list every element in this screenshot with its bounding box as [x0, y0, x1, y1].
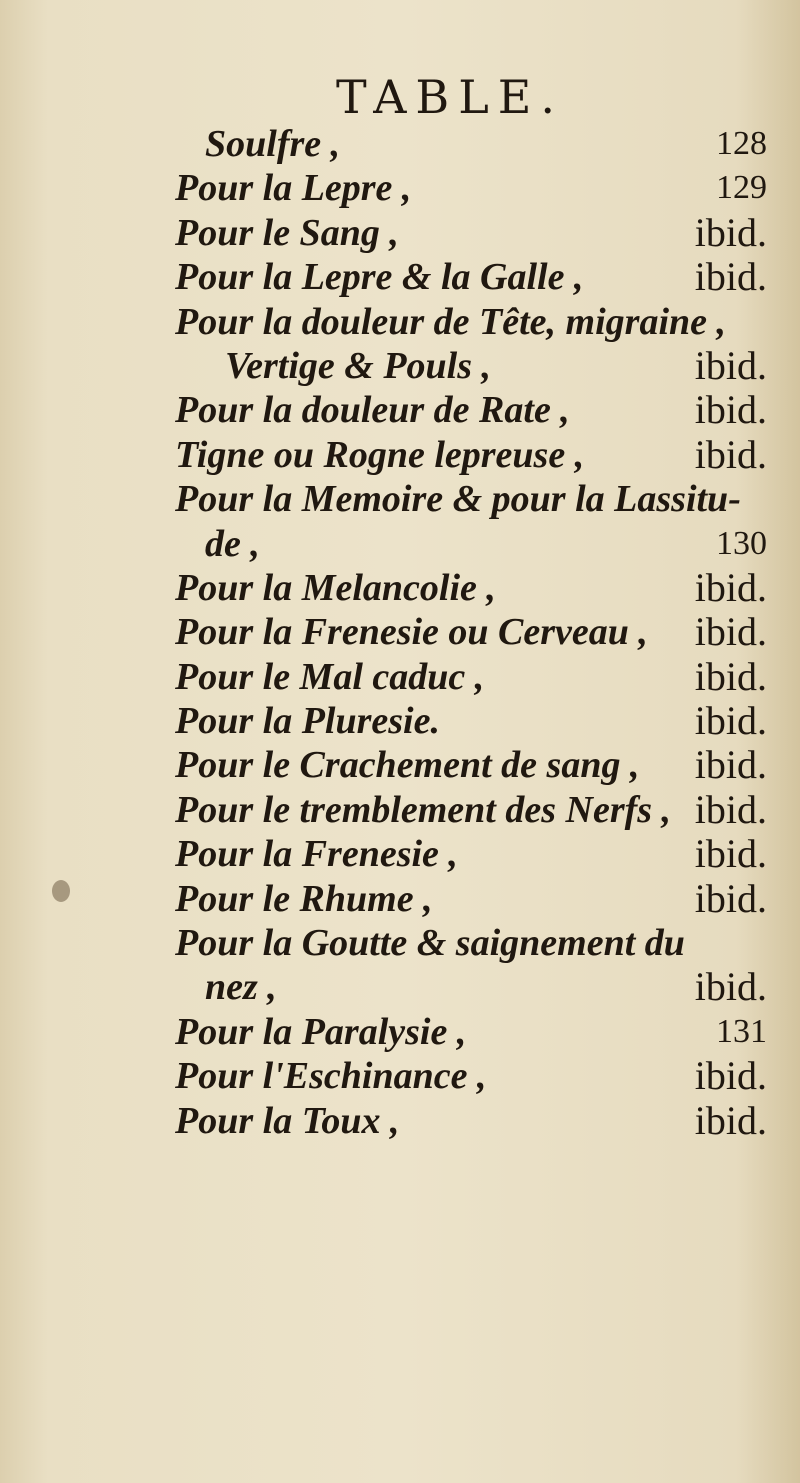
- toc-entry-label: Pour la douleur de Tête, migraine ,: [175, 300, 726, 343]
- toc-entry: [175, 433, 767, 477]
- toc-entry-page: ibid.: [694, 698, 767, 744]
- toc-entry: [175, 211, 767, 255]
- toc-entry: [175, 832, 767, 876]
- toc-entry-label: Pour la Paralysie ,: [175, 1010, 467, 1053]
- toc-entry: [175, 1010, 767, 1054]
- toc-entry-page: ibid.: [694, 1053, 767, 1099]
- toc-entry-page: 131: [716, 1012, 767, 1050]
- toc-entry-page: ibid.: [694, 609, 767, 655]
- toc-entry: [175, 743, 767, 787]
- toc-entry-label: Pour la Melancolie ,: [175, 566, 496, 609]
- toc-entry-page: ibid.: [694, 209, 767, 255]
- toc-entry-page: ibid.: [694, 831, 767, 877]
- toc-entry-label: Soulfre ,: [205, 123, 341, 165]
- toc-entry: [175, 699, 767, 743]
- toc-entry-label: Pour le Sang ,: [175, 211, 399, 254]
- toc-entry-page: ibid.: [694, 387, 767, 433]
- page-title: TABLE.: [336, 70, 564, 124]
- toc-entry-page: ibid.: [694, 875, 767, 921]
- toc-entry-label: Pour le Rhume ,: [175, 877, 433, 920]
- toc-entry: [175, 877, 767, 921]
- toc-entry: [175, 1054, 767, 1098]
- toc-entry-page: ibid.: [694, 431, 767, 477]
- toc-entry-label: Tigne ou Rogne lepreuse ,: [175, 433, 585, 476]
- toc-entry: [175, 1099, 767, 1143]
- toc-entry-page: ibid.: [694, 564, 767, 610]
- toc-entry: [175, 166, 767, 210]
- toc-entry: [175, 477, 767, 521]
- toc-entry-page: 128: [716, 125, 767, 162]
- toc-entry: [175, 344, 767, 388]
- toc-entry-page: ibid.: [694, 342, 767, 388]
- toc-entry-page: ibid.: [694, 786, 767, 832]
- toc-entry: [175, 566, 767, 610]
- toc-entry: [175, 965, 767, 1009]
- toc-entry-label: Pour la Goutte & saignement du: [175, 922, 685, 965]
- toc-entry-page: 130: [716, 524, 767, 562]
- toc-entry-label: Pour la Memoire & pour la Lassitu-: [175, 478, 741, 521]
- toc-entry-page: ibid.: [694, 742, 767, 788]
- toc-entry: [175, 921, 767, 965]
- toc-entry-label: Pour la douleur de Rate ,: [175, 389, 570, 432]
- toc-entry: [175, 655, 767, 699]
- toc-entry-label: Vertige & Pouls ,: [225, 344, 492, 387]
- toc-entry-label: Pour l'Eschinance ,: [175, 1055, 487, 1098]
- toc-entry: [175, 388, 767, 432]
- toc-entry-page: ibid.: [694, 653, 767, 699]
- toc-entry-page: ibid.: [694, 254, 767, 300]
- toc-entry-label: Pour la Frenesie ou Cerveau ,: [175, 611, 648, 654]
- toc-entry-label: nez ,: [205, 966, 277, 1009]
- toc-entry-label: Pour le Crachement de sang ,: [175, 744, 640, 787]
- toc-entry: [175, 255, 767, 299]
- toc-entry: [175, 610, 767, 654]
- toc-entry: [175, 300, 767, 344]
- toc-entry: [175, 788, 767, 832]
- table-of-contents: [175, 122, 767, 1143]
- toc-entry-label: Pour la Toux ,: [175, 1099, 400, 1142]
- toc-entry-label: Pour le tremblement des Nerfs ,: [175, 788, 672, 831]
- ink-blot: [52, 880, 70, 902]
- toc-entry-label: Pour la Frenesie ,: [175, 833, 458, 876]
- toc-entry-page: 129: [716, 169, 767, 207]
- toc-entry-page: ibid.: [694, 1097, 767, 1143]
- toc-entry: [175, 522, 767, 566]
- toc-entry-label: Pour le Mal caduc ,: [175, 655, 485, 698]
- toc-entry-label: Pour la Lepre & la Galle ,: [175, 256, 584, 299]
- toc-entry-label: Pour la Pluresie.: [175, 700, 440, 743]
- toc-entry-label: de ,: [205, 522, 260, 565]
- toc-entry-page: ibid.: [694, 964, 767, 1010]
- toc-entry-label: Pour la Lepre ,: [175, 167, 412, 210]
- toc-entry: [175, 122, 767, 166]
